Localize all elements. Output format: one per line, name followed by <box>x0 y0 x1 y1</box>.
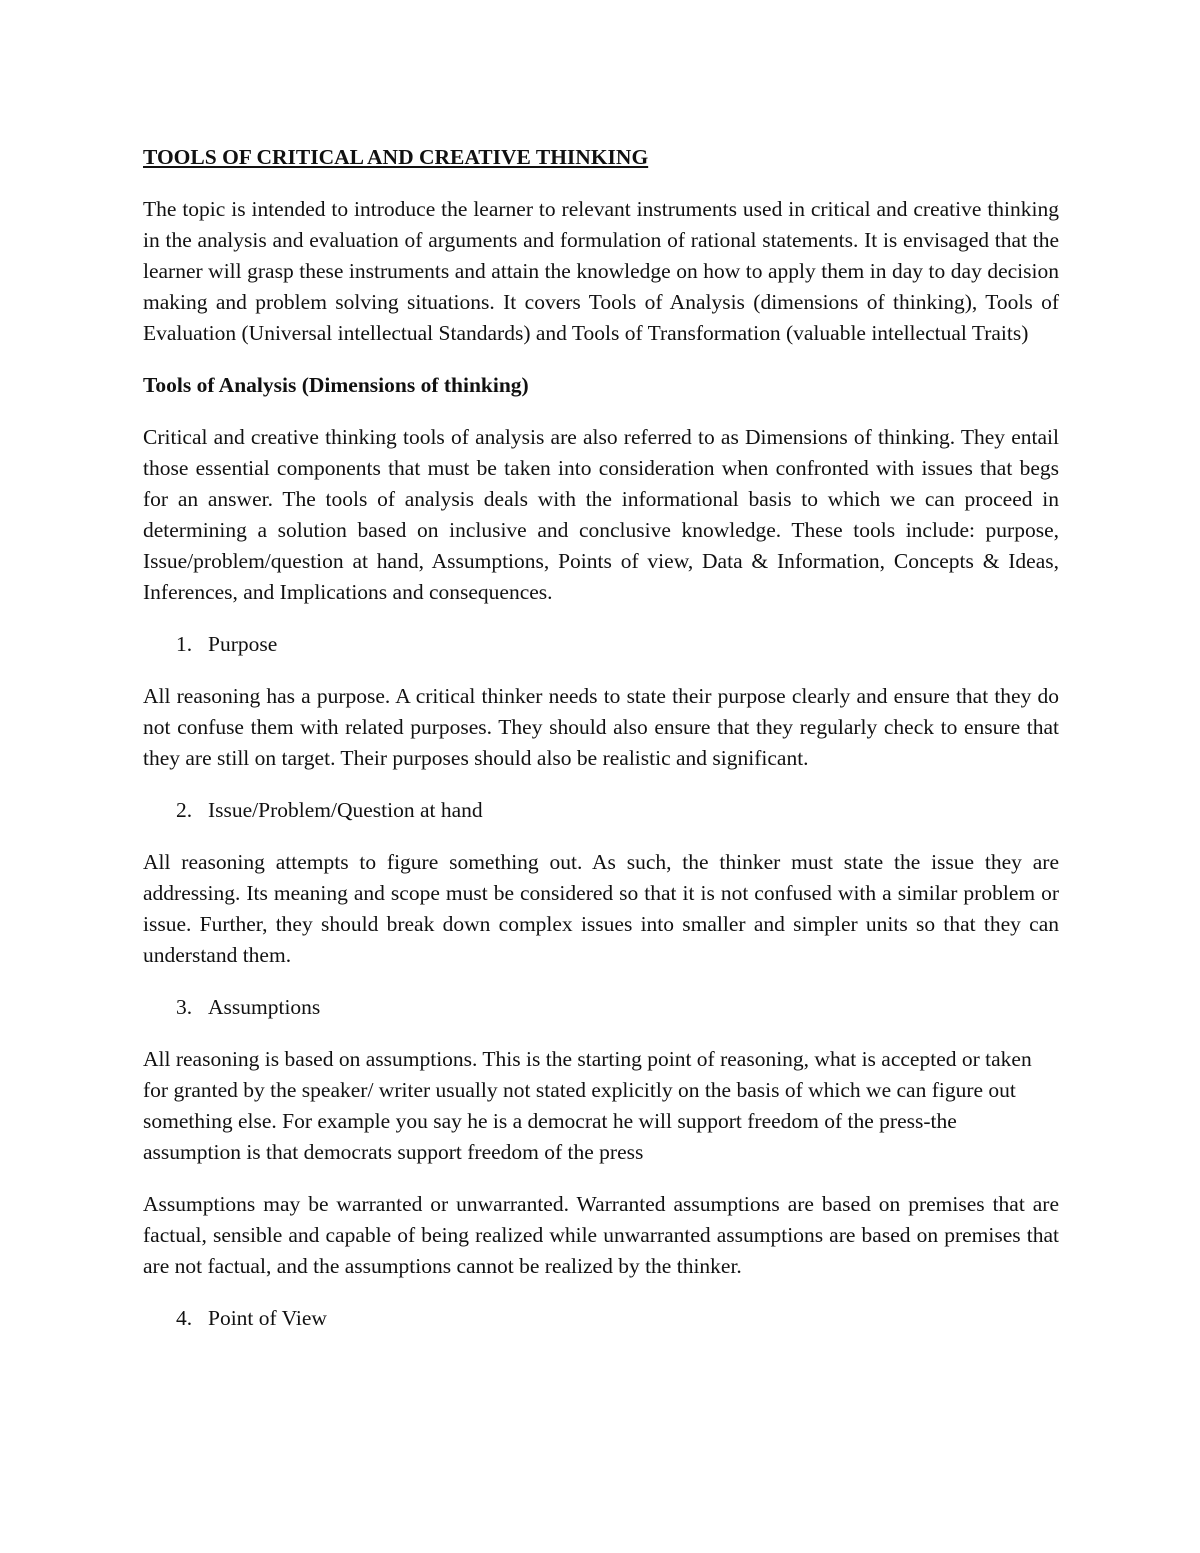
list-item-label: Issue/Problem/Question at hand <box>208 798 483 822</box>
list-item-label: Point of View <box>208 1306 327 1330</box>
issue-paragraph: All reasoning attempts to figure something out. As such, the thinker must state the issue they are addressing. Its meaning and scope must be considered so that it is not confused with a similar problem or issue. Further, they should break down complex issues into smaller and simpler units so that they can understand them. <box>143 850 1059 967</box>
purpose-paragraph: All reasoning has a purpose. A critical thinker needs to state their purpose clearly and ensure that they do not confuse them with related purposes. They should also ensure that they regularly check to ensure that they are still on target. Their purposes should also be realistic and significant. <box>143 684 1059 770</box>
section-intro-paragraph: Critical and creative thinking tools of analysis are also referred to as Dimensions of thinking. They entail those essential components that must be taken into consideration when confronted with issues that begs for an answer. The tools of analysis deals with the informational basis to which we can proceed in determining a solution based on inclusive and conclusive knowledge. These tools include: purpose, Issue/problem/question at hand, Assumptions, Points of view, Data & Information, Concepts & Ideas, Inferences, and Implications and consequences. <box>143 425 1059 604</box>
list-item-number: 2. <box>176 798 193 822</box>
list-item-label: Purpose <box>208 632 278 656</box>
list-item-number: 1. <box>176 632 193 656</box>
list-item-point-of-view <box>143 1303 1059 1334</box>
section-heading: Tools of Analysis (Dimensions of thinking) <box>143 373 529 397</box>
list-item-number: 4. <box>176 1306 193 1330</box>
list-item-label: Assumptions <box>208 995 321 1019</box>
list-item-assumptions <box>143 992 1059 1023</box>
list-item-purpose <box>143 629 1059 660</box>
list-item-issue <box>143 795 1059 826</box>
assumptions-types-paragraph: Assumptions may be warranted or unwarranted. Warranted assumptions are based on premises that are factual, sensible and capable of being realized while unwarranted assumptions are based on premises that are not factual, and the assumptions cannot be realized by the thinker. <box>143 1192 1059 1278</box>
intro-paragraph: The topic is intended to introduce the learner to relevant instruments used in critical and creative thinking in the analysis and evaluation of arguments and formulation of rational statements. It is envisaged that the learner will grasp these instruments and attain the knowledge on how to apply them in day to day decision making and problem solving situations. It covers Tools of Analysis (dimensions of thinking), Tools of Evaluation (Universal intellectual Standards) and Tools of Transformation (valuable intellectual Traits) <box>143 197 1059 345</box>
list-item-number: 3. <box>176 995 193 1019</box>
assumptions-paragraph: All reasoning is based on assumptions. This is the starting point of reasoning, what is accepted or taken for granted by the speaker/ writer usually not stated explicitly on the basis of which we can figure out something else. For example you say he is a democrat he will support freedom of the press-the assumption is that democrats support freedom of the press <box>143 1047 1032 1164</box>
document-body <box>143 142 1059 1355</box>
document-title: TOOLS OF CRITICAL AND CREATIVE THINKING <box>143 145 649 169</box>
